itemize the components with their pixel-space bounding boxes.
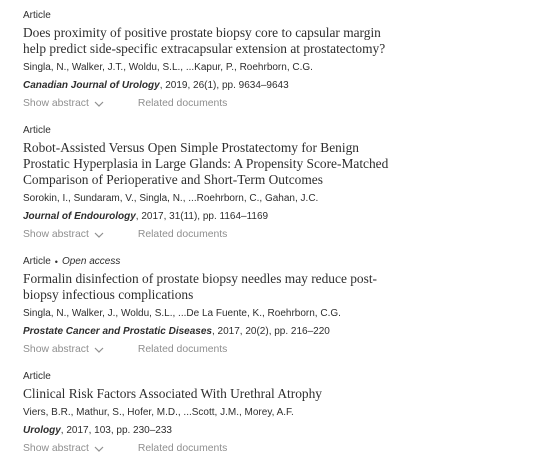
result-authors: Singla, N., Walker, J.T., Woldu, S.L., ...Kapur, P., Roehrborn, C.G.	[23, 62, 313, 73]
result-title-line[interactable]: biopsy infectious complications	[23, 287, 194, 302]
result-authors: Sorokin, I., Sundaram, V., Singla, N., ...Roehrborn, C., Gahan, J.C.	[23, 193, 319, 204]
document-type	[23, 10, 523, 22]
show-abstract-label: Show abstract	[23, 98, 89, 109]
show-abstract-label: Show abstract	[23, 229, 89, 240]
result-title-line[interactable]: Formalin disinfection of prostate biopsy needles may reduce post-	[23, 271, 378, 286]
document-type-label: Article	[23, 10, 51, 21]
result-actions	[23, 443, 523, 455]
result-title-line[interactable]: Clinical Risk Factors Associated With Urethral Atrophy	[23, 386, 322, 401]
citation-details: , 2017, 103, pp. 230–233	[60, 425, 172, 436]
result-source	[23, 80, 523, 92]
document-type	[23, 256, 523, 268]
citation-details: , 2017, 20(2), pp. 216–220	[211, 326, 330, 337]
journal-name[interactable]: Urology	[23, 425, 61, 436]
result-title-line[interactable]: help predict side-specific extracapsular extension at prostatectomy?	[23, 41, 386, 56]
separator-dot: •	[54, 257, 58, 267]
result-title-line[interactable]: Robot-Assisted Versus Open Simple Prostatectomy for Benign	[23, 140, 359, 155]
result-actions	[23, 229, 523, 241]
result-authors: Singla, N., Walker, J., Woldu, S.L., ...De La Fuente, K., Roehrborn, C.G.	[23, 308, 341, 319]
result-source	[23, 211, 523, 223]
document-type-label: Article	[23, 371, 51, 382]
citation-details: , 2017, 31(11), pp. 1164–1169	[135, 211, 269, 222]
chevron-down-icon	[93, 444, 105, 454]
document-type-label: Article	[23, 125, 51, 136]
show-abstract-button[interactable]	[23, 98, 105, 110]
journal-name[interactable]: Prostate Cancer and Prostatic Diseases	[23, 326, 212, 337]
result-actions	[23, 98, 523, 110]
show-abstract-label: Show abstract	[23, 344, 89, 355]
chevron-down-icon	[93, 345, 105, 355]
result-authors: Viers, B.R., Mathur, S., Hofer, M.D., ...Scott, J.M., Morey, A.F.	[23, 407, 294, 418]
show-abstract-button[interactable]	[23, 229, 105, 241]
document-type-label: Article	[23, 256, 51, 267]
related-documents-link[interactable]: Related documents	[137, 229, 228, 240]
related-documents-link[interactable]: Related documents	[137, 443, 228, 454]
result-item	[23, 10, 523, 110]
document-type	[23, 371, 523, 383]
result-source	[23, 326, 523, 338]
show-abstract-label: Show abstract	[23, 443, 89, 454]
result-title[interactable]	[23, 140, 523, 188]
result-title[interactable]	[23, 386, 523, 402]
result-title[interactable]	[23, 271, 523, 303]
result-title[interactable]	[23, 25, 523, 57]
result-item	[23, 256, 523, 356]
result-actions	[23, 344, 523, 356]
result-title-line[interactable]: Does proximity of positive prostate biopsy core to capsular margin	[23, 25, 381, 40]
result-title-line[interactable]: Comparison of Perioperative and Short-Term Outcomes	[23, 172, 323, 187]
result-item	[23, 371, 523, 455]
journal-name[interactable]: Journal of Endourology	[23, 211, 136, 222]
citation-details: , 2019, 26(1), pp. 9634–9643	[159, 80, 289, 91]
result-item	[23, 125, 523, 241]
document-type	[23, 125, 523, 137]
show-abstract-button[interactable]	[23, 344, 105, 356]
related-documents-link[interactable]: Related documents	[137, 98, 228, 109]
chevron-down-icon	[93, 99, 105, 109]
open-access-label: Open access	[61, 256, 121, 267]
show-abstract-button[interactable]	[23, 443, 105, 455]
related-documents-link[interactable]: Related documents	[137, 344, 228, 355]
chevron-down-icon	[93, 230, 105, 240]
result-title-line[interactable]: Prostatic Hyperplasia in Large Glands: A Propensity Score-Matched	[23, 156, 389, 171]
result-source	[23, 425, 523, 437]
journal-name[interactable]: Canadian Journal of Urology	[23, 80, 160, 91]
